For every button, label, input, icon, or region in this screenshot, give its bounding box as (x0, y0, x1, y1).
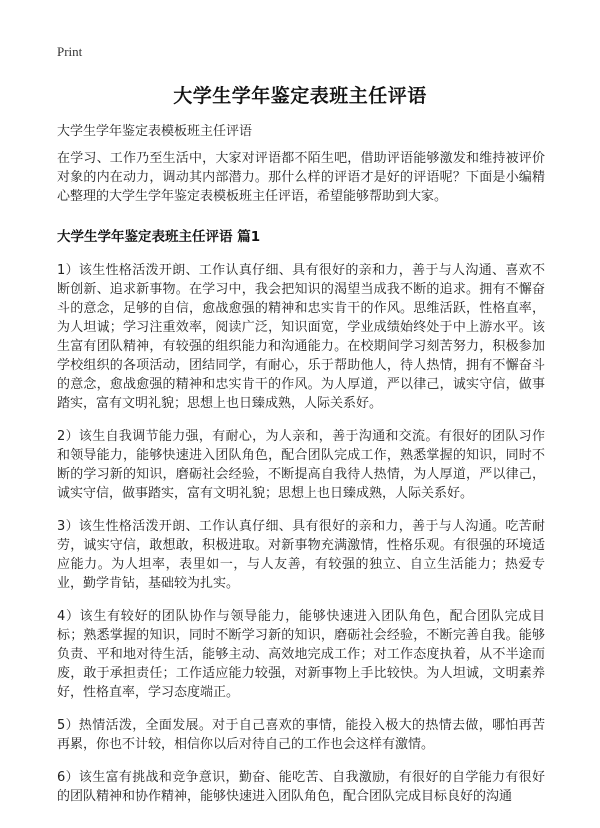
comment-paragraph-5: 5）热情活泼，全面发展。对于自己喜欢的事情，能投入极大的热情去做，哪怕再苦再累，你也不计较，相信你以后对待自己的工作也会这样有激情。 (57, 718, 545, 752)
section-heading: 大学生学年鉴定表班主任评语 篇1 (57, 229, 261, 245)
document-subtitle: 大学生学年鉴定表模板班主任评语 (57, 124, 253, 139)
comment-paragraph-6: 6）该生富有挑战和竞争意识，勤奋、能吃苦、自我激励，有很好的自学能力有很好的团队精神和协作精神，能够快速进入团队角色，配合团队完成目标良好的沟通 (57, 770, 545, 804)
page-title: 大学生学年鉴定表班主任评语 (173, 85, 427, 107)
comment-paragraph-4: 4）该生有较好的团队协作与领导能力，能够快速进入团队角色，配合团队完成目标；熟悉掌握的知识，同时不断学习新的知识，磨砺社会经验，不断完善自我。能够负责、平和地对待生活，能够主动、高效地完成工作；对工作态度执着，从不半途而废，敢于承担责任；工作适应能力较强，对新事物上手比较快。为人坦诚，文明素养好，性格直率，学习态度端正。 (57, 609, 545, 700)
comment-paragraph-1: 1）该生性格活泼开朗、工作认真仔细、具有很好的亲和力，善于与人沟通、喜欢不断创新、追求新事物。在学习中，我会把知识的渴望当成我不断的追求。拥有不懈奋斗的意念，足够的自信，愈战愈强的精神和忠实肯干的作风。思维活跃，性格直率，为人坦诚；学习注重效率，阅读广泛，知识面宽，学业成绩始终处于中上游水平。该生富有团队精神，有较强的组织能力和沟通能力。在校期间学习刻苦努力，积极参加学校组织的各项活动，团结同学，有耐心，乐于帮助他人，待人热情，拥有不懈奋斗的意念，愈战愈强的精神和忠实肯干的作风。为人厚道，严以律己，诚实守信，做事踏实，富有文明礼貌；思想上也日臻成熟，人际关系好。 (57, 263, 545, 411)
intro-paragraph: 在学习、工作乃至生活中，大家对评语都不陌生吧，借助评语能够激发和维持被评价对象的内在动力，调动其内部潜力。那什么样的评语才是好的评语呢？下面是小编精心整理的大学生学年鉴定表模板班主任评语，希望能够帮助到大家。 (57, 151, 545, 204)
print-label: Print (57, 44, 83, 59)
document-body (57, 149, 545, 820)
comment-paragraph-3: 3）该生性格活泼开朗、工作认真仔细、具有很好的亲和力，善于与人沟通。吃苦耐劳，诚实守信，敢想敢，积极进取。对新事物充满激情，性格乐观。有很强的环境适应能力。为人坦率，表里如一，与人友善，有较强的独立、自立生活能力；热爱专业，勤学肯钻，基础较为扎实。 (57, 519, 545, 591)
comment-paragraph-2: 2）该生自我调节能力强，有耐心，为人亲和，善于沟通和交流。有很好的团队习作和领导能力，能够快速进入团队角色，配合团队完成工作，熟悉掌握的知识，同时不断的学习新的知识，磨砺社会经验，不断提高自我待人热情，为人厚道，严以律己，诚实守信，做事踏实，富有文明礼貌；思想上也日臻成熟，人际关系好。 (57, 429, 545, 501)
